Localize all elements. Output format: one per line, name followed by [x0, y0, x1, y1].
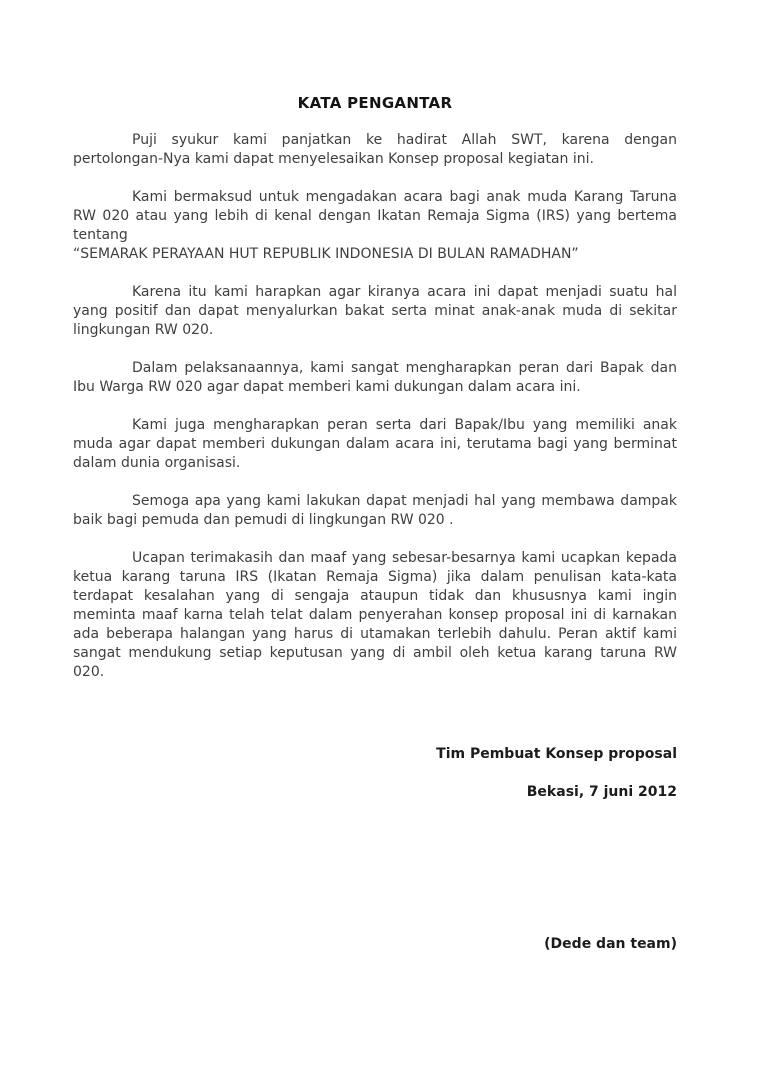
- signature-team-label: Tim Pembuat Konsep proposal: [436, 746, 677, 762]
- paragraph-dalam-pelaksanaannya: Dalam pelaksanaannya, kami sangat mengharapkan peran dari Bapak dan Ibu Warga RW 020 agar dapat memberi kami dukungan dalam acara ini.: [73, 360, 677, 395]
- paragraph-puji-syukur: Puji syukur kami panjatkan ke hadirat Allah SWT, karena dengan pertolongan-Nya kami dapat menyelesaikan Konsep proposal kegiatan ini.: [73, 132, 677, 167]
- paragraph-kami-juga: Kami juga mengharapkan peran serta dari Bapak/Ibu yang memiliki anak muda agar dapat memberi dukungan dalam acara ini, terutama bagi yang berminat dalam dunia organisasi.: [73, 417, 677, 471]
- paragraph-kami-bermaksud: [73, 188, 677, 264]
- paragraph-ucapan-terimakasih: Ucapan terimakasih dan maaf yang sebesar-besarnya kami ucapkan kepada ketua karang taruna IRS (Ikatan Remaja Sigma) jika dalam penulisan kata-kata terdapat kesalahan yang di sengaja ataupun tidak dan khususnya kami ingin meminta maaf karna telah telat dalam penyerahan konsep proposal ini di karnakan ada beberapa halangan yang harus di utamakan terlebih dahulu. Peran aktif kami sangat mendukung setiap keputusan yang di ambil oleh ketua karang taruna RW 020.: [73, 550, 677, 680]
- paragraph-karena-itu: Karena itu kami harapkan agar kiranya acara ini dapat menjadi suatu hal yang positif dan dapat menyalurkan bakat serta minat anak-anak muda di sekitar lingkungan RW 020.: [73, 284, 677, 338]
- signature-signatory: (Dede dan team): [544, 936, 677, 952]
- signature-place-date: Bekasi, 7 juni 2012: [526, 784, 677, 800]
- event-theme-quote: “SEMARAK PERAYAAN HUT REPUBLIK INDONESIA DI BULAN RAMADHAN”: [73, 246, 579, 262]
- page-title: KATA PENGANTAR: [297, 94, 453, 112]
- document-body: [73, 93, 677, 701]
- paragraph-kami-bermaksud-text: Kami bermaksud untuk mengadakan acara bagi anak muda Karang Taruna RW 020 atau yang lebih di kenal dengan Ikatan Remaja Sigma (IRS) yang bertema tentang: [73, 189, 677, 243]
- paragraph-semoga: Semoga apa yang kami lakukan dapat menjadi hal yang membawa dampak baik bagi pemuda dan pemudi di lingkungan RW 020 .: [73, 493, 677, 528]
